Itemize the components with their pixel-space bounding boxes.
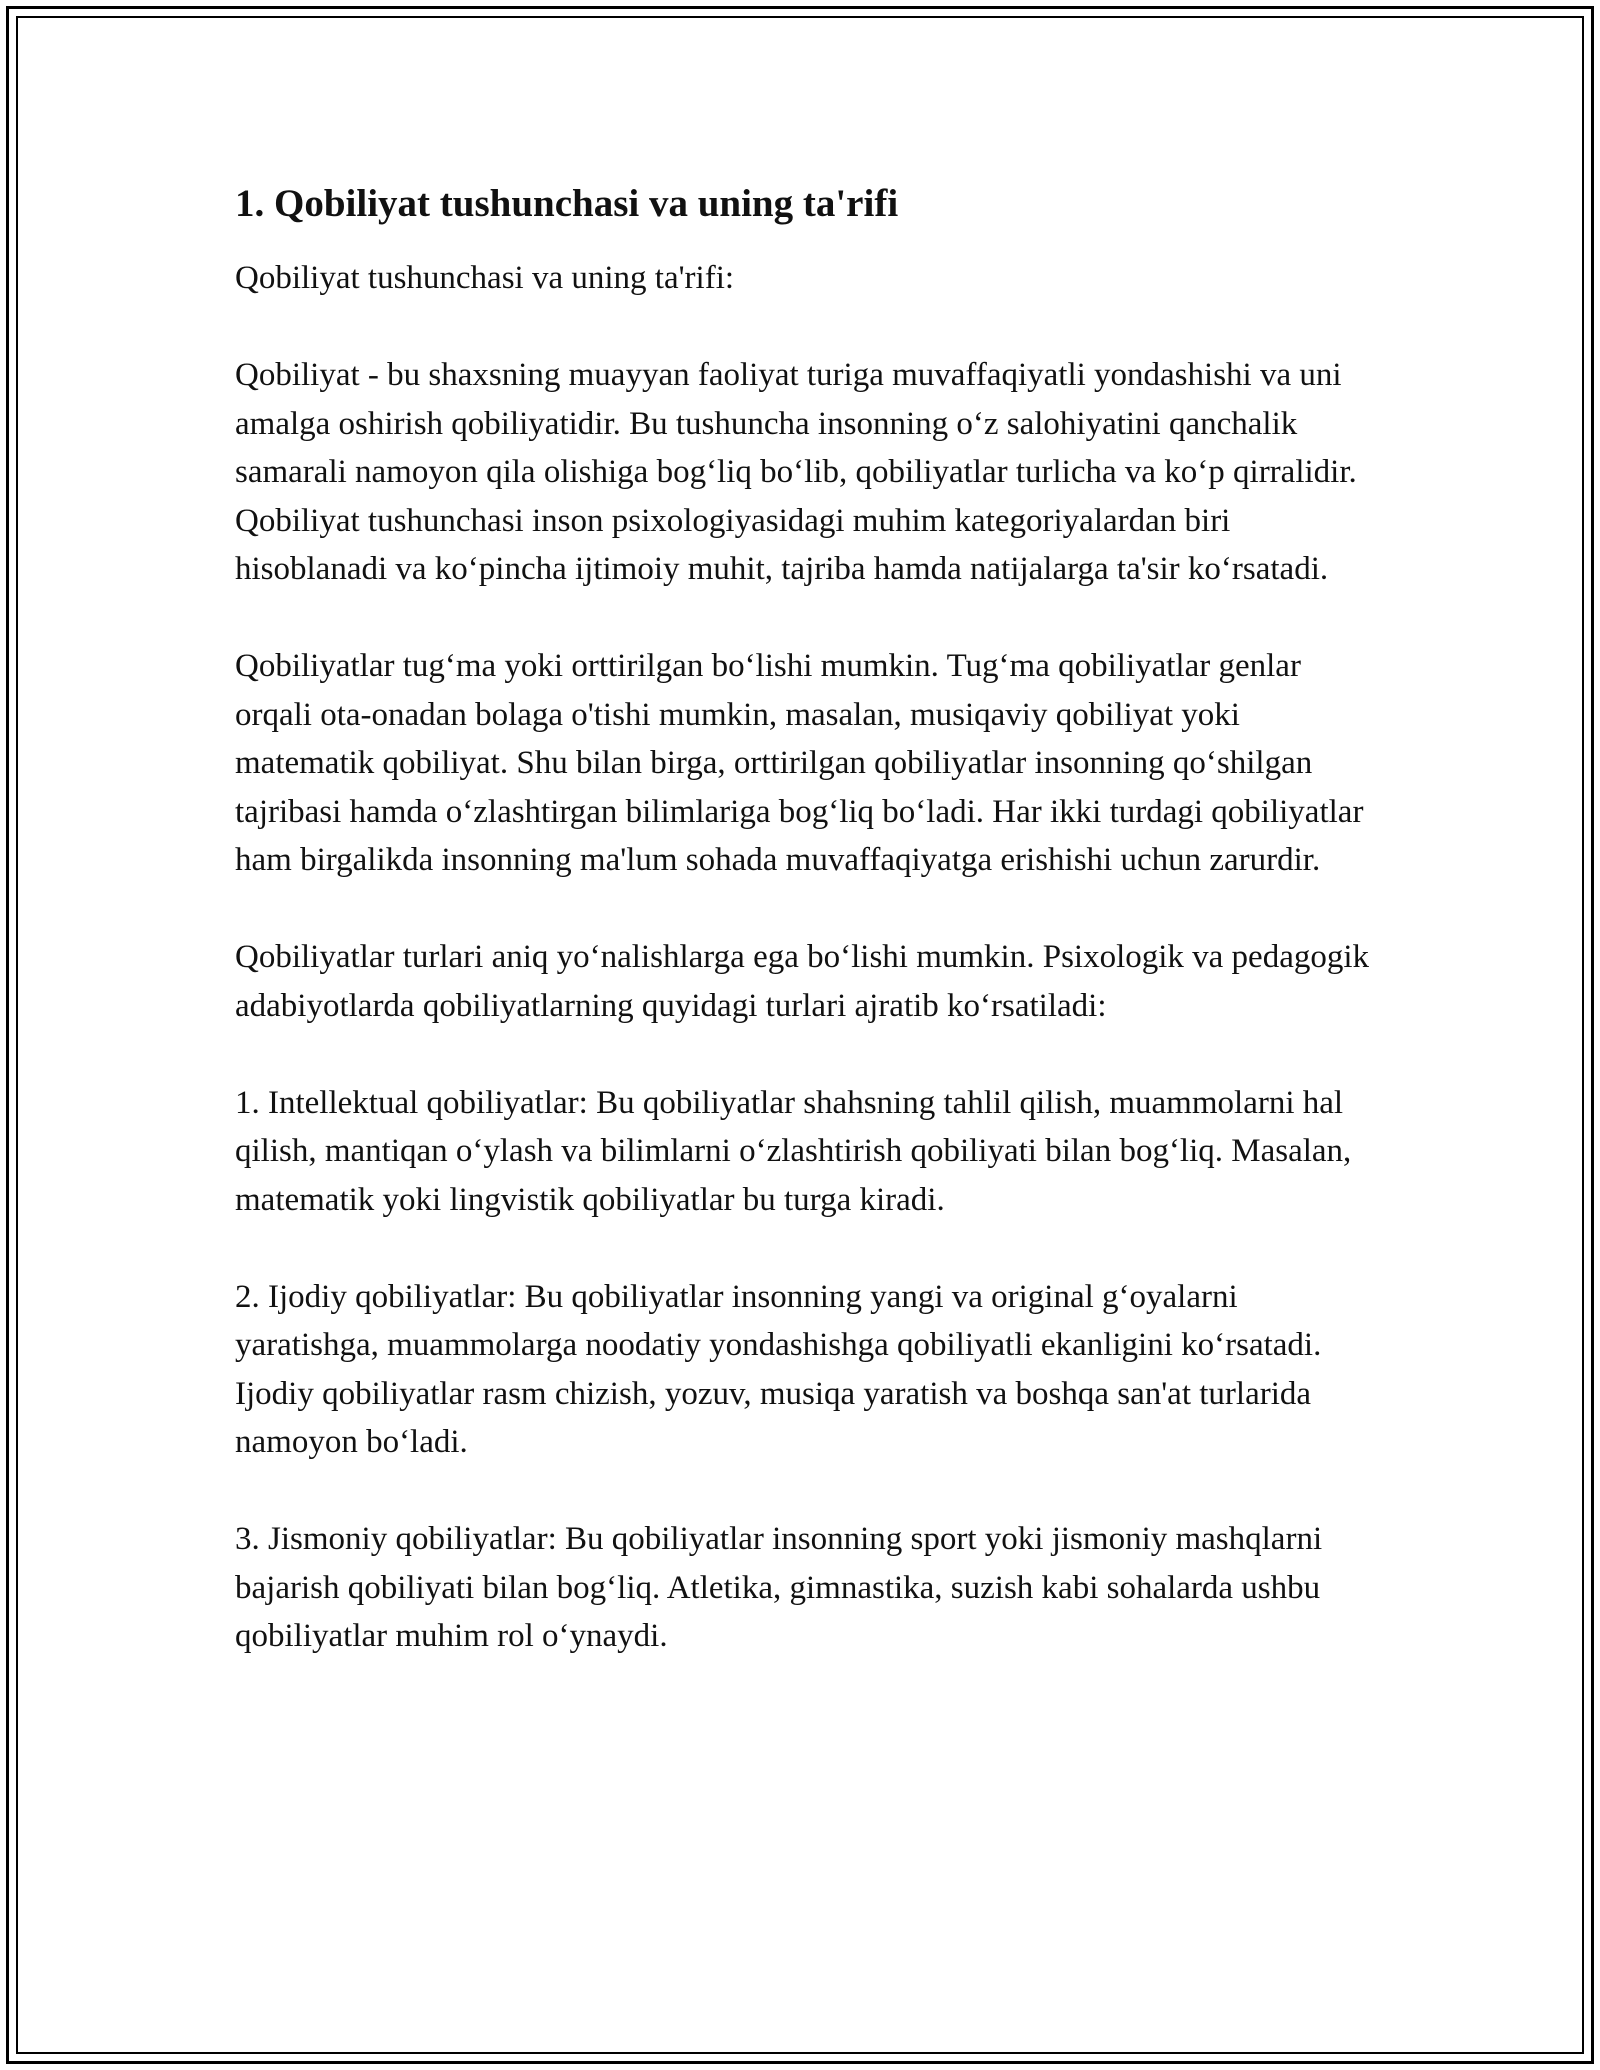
intellectual-abilities-item: 1. Intellektual qobiliyatlar: Bu qobiliyatlar shahsning tahlil qilish, muammolarni hal qilish, mantiqan o‘ylash va bilimlarni o‘zlashtirish qobiliyati bilan bog‘liq. Masalan, matematik yoki lingvistik qobiliyatlar bu turga kiradi. — [235, 1084, 1352, 1218]
section-heading: 1. Qobiliyat tushunchasi va uning ta'rifi — [235, 182, 899, 225]
innate-acquired-paragraph: Qobiliyatlar tug‘ma yoki orttirilgan bo‘lishi mumkin. Tug‘ma qobiliyatlar genlar orqali ota-onadan bolaga o'tishi mumkin, masalan, musiqaviy qobiliyat yoki matematik qobiliyat. Shu bilan birga, orttirilgan qobiliyatlar insonning qo‘shilgan tajribasi hamda o‘zlashtirgan bilimlariga bog‘liq bo‘ladi. Har ikki turdagi qobiliyatlar ham birgalikda insonning ma'lum sohada muvaffaqiyatga erishishi uchun zarurdir. — [235, 648, 1364, 878]
definition-paragraph: Qobiliyat - bu shaxsning muayyan faoliyat turiga muvaffaqiyatli yondashishi va uni amalga oshirish qobiliyatidir. Bu tushuncha insonning o‘z salohiyatini qanchalik samarali namoyon qila olishiga bog‘liq bo‘lib, qobiliyatlar turlicha va ko‘p qirralidir. Qobiliyat tushunchasi inson psixologiyasidagi muhim kategoriyalardan biri hisoblanadi va ko‘pincha ijtimoiy muhit, tajriba hamda natijalarga ta'sir ko‘rsatadi. — [235, 357, 1357, 587]
document-body — [235, 180, 1375, 1709]
types-intro-paragraph: Qobiliyatlar turlari aniq yo‘nalishlarga ega bo‘lishi mumkin. Psixologik va pedagogik adabiyotlarda qobiliyatlarning quyidagi turlari ajratib ko‘rsatiladi: — [235, 939, 1370, 1024]
physical-abilities-item: 3. Jismoniy qobiliyatlar: Bu qobiliyatlar insonning sport yoki jismoniy mashqlarni bajarish qobiliyati bilan bog‘liq. Atletika, gimnastika, suzish kabi sohalarda ushbu qobiliyatlar muhim rol o‘ynaydi. — [235, 1521, 1323, 1654]
intro-line: Qobiliyat tushunchasi va uning ta'rifi: — [235, 260, 735, 296]
creative-abilities-item: 2. Ijodiy qobiliyatlar: Bu qobiliyatlar insonning yangi va original g‘oyalarni yaratishga, muammolarga noodatiy yondashishga qobiliyatli ekanligini ko‘rsatadi. Ijodiy qobiliyatlar rasm chizish, yozuv, musiqa yaratish va boshqa san'at turlarida namoyon bo‘ladi. — [235, 1278, 1322, 1460]
